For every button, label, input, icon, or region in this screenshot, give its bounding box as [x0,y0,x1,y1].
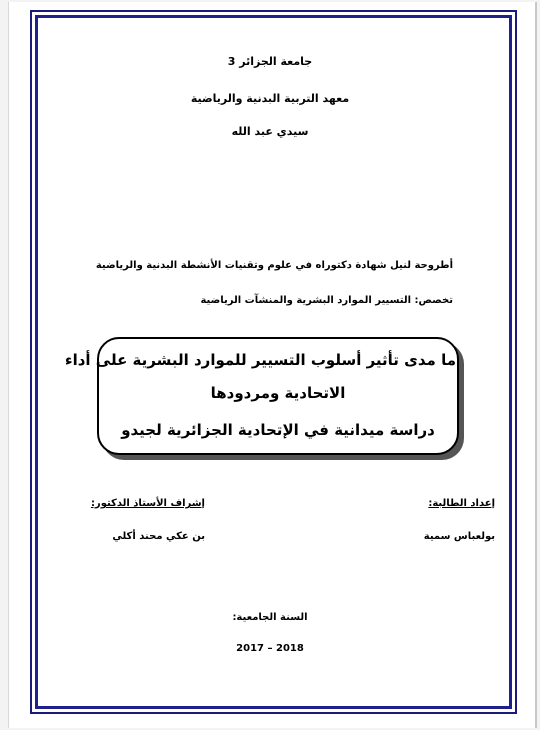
thesis-title-line-1: ما مدى تأثير أسلوب التسيير للموارد البشرية على أداء [64,351,456,369]
prepared-by-label: إعداد الطالبة: [428,498,495,509]
thesis-specialty: تخصص: التسيير الموارد البشرية والمنشآت الرياضية [200,295,453,306]
supervisor-label: إشراف الأستاذ الدكتور: [90,498,205,509]
student-name: بولعباس سمية [423,531,495,542]
thesis-title-line-2: الاتحادية ومردودها [210,384,346,402]
academic-year-label: السنة الجامعية: [232,612,308,623]
thesis-degree-line: أطروحة لنيل شهادة دكتوراه في علوم وتقنيات الأنشطة البدنية والرياضية [95,260,453,271]
academic-year-value: 2018 – 2017 [236,643,304,654]
thesis-subtitle: دراسة ميدانية في الإتحادية الجزائرية لجيدو [121,421,435,439]
institute-name: معهد التربية البدنية والرياضية [190,92,350,105]
university-name: جامعة الجزائر 3 [227,55,313,68]
campus-location: سيدي عبد الله [231,125,309,138]
supervisor-name: بن عكي محند أكلي [112,531,205,542]
